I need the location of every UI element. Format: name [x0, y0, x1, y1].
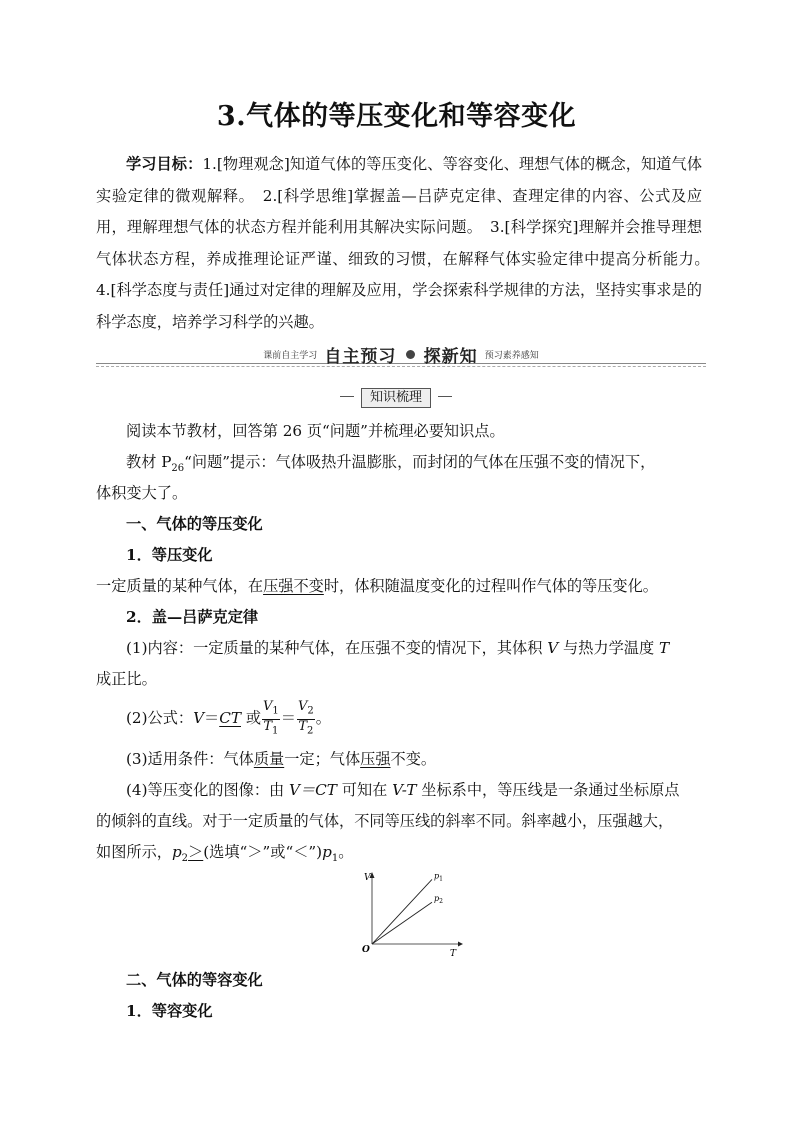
- banner-title-1: 自主预习: [324, 347, 397, 367]
- hint-line-1: 教材 $P_{26}“$问题”提示：气体吸热升温膨胀，而封闭的气体在压强不变的情况下，: [126, 453, 656, 475]
- content-line-2: 成正比。: [96, 670, 157, 688]
- banner-left-text: 课前自主学习: [263, 351, 318, 361]
- graph-text-line-1: (4)等压变化的图像：由 V＝CT 可知在 V-T 坐标系中，等压线是一条通过坐标原点: [126, 781, 680, 799]
- hint-line-2: 体积变大了。: [96, 484, 188, 502]
- origin-label: O: [362, 945, 370, 955]
- banner-right-text: 预习素养感知: [484, 351, 539, 361]
- formula-line: (2)公式：V＝CT 或 $\frac{V_1}{T_1}$ ＝ $\frac{V_2}{T_2}$ 。: [126, 699, 331, 737]
- graph-text-line-3: 如图所示，$p_2>$(选填“＞”或“$<”)p_1$。: [96, 843, 354, 865]
- isobar-label-p2: $p_2$: [434, 894, 443, 906]
- isobaric-vt-chart: [350, 868, 470, 958]
- banner-dot-icon: [406, 350, 415, 359]
- learning-objectives: 学习目标：1.[物理观念]知道气体的等压变化、等容变化、理想气体的概念，知道气体实验定律的微观解释。 2.[科学思维]掌握盖—吕萨克定律、查理定律的内容、公式及应用，理解理想气体的状态方程并能利用其解决实际问题。 3.[科学探究]理解并会推导理想气体状态方程，养成推理论证严谨、细致的习惯，在解释气体实验定律中提高分析能力。 4.[科学态度与责任]通过对定律的理解及应用，学会探索科学规律的方法，坚持实事求是的科学态度，培养学习科学的兴趣。: [96, 155, 703, 331]
- y-axis-label: V: [364, 873, 371, 883]
- page-title: 3.气体的等压变化和等容变化: [216, 101, 577, 132]
- heading-isobaric: 一、气体的等压变化: [126, 515, 263, 533]
- x-axis-label: T: [450, 949, 457, 958]
- isobar-label-p1: $p_1$: [434, 871, 443, 883]
- section-label-box: [340, 386, 452, 406]
- subheading-gay-lussac: 2．盖—吕萨克定律: [126, 608, 259, 626]
- section-banner: [96, 340, 706, 370]
- section-label: 知识梳理: [361, 388, 431, 408]
- definition-line: 一定质量的某种气体，在压强不变时，体积随温度变化的过程叫作气体的等压变化。: [96, 577, 658, 595]
- objectives-label: 学习目标：: [126, 155, 203, 173]
- intro-text: 阅读本节教材，回答第 26 页“问题”并梳理必要知识点。: [126, 422, 505, 440]
- subheading-isobaric-change: 1．等压变化: [126, 546, 213, 564]
- fraction-v1-t1: $\frac{V_1}{T_1}$: [263, 699, 279, 737]
- heading-isochoric: 二、气体的等容变化: [126, 971, 263, 989]
- fraction-v2-t2: $\frac{V_2}{T_2}$: [297, 699, 314, 737]
- banner-title-2: 探新知: [423, 347, 478, 367]
- isobar-line-p1: [372, 879, 432, 944]
- subheading-isochoric-change: 1．等容变化: [126, 1002, 213, 1020]
- graph-text-line-2: 的倾斜的直线。对于一定质量的气体，不同等压线的斜率不同。斜率越小，压强越大，: [96, 812, 674, 830]
- content-line-1: (1)内容：一定质量的某种气体，在压强不变的情况下，其体积 V 与热力学温度 T: [126, 639, 670, 657]
- x-axis-arrow-icon: [458, 942, 463, 947]
- isobar-line-p2: [372, 902, 432, 944]
- conditions-line: (3)适用条件：气体质量一定；气体压强不变。: [126, 750, 437, 768]
